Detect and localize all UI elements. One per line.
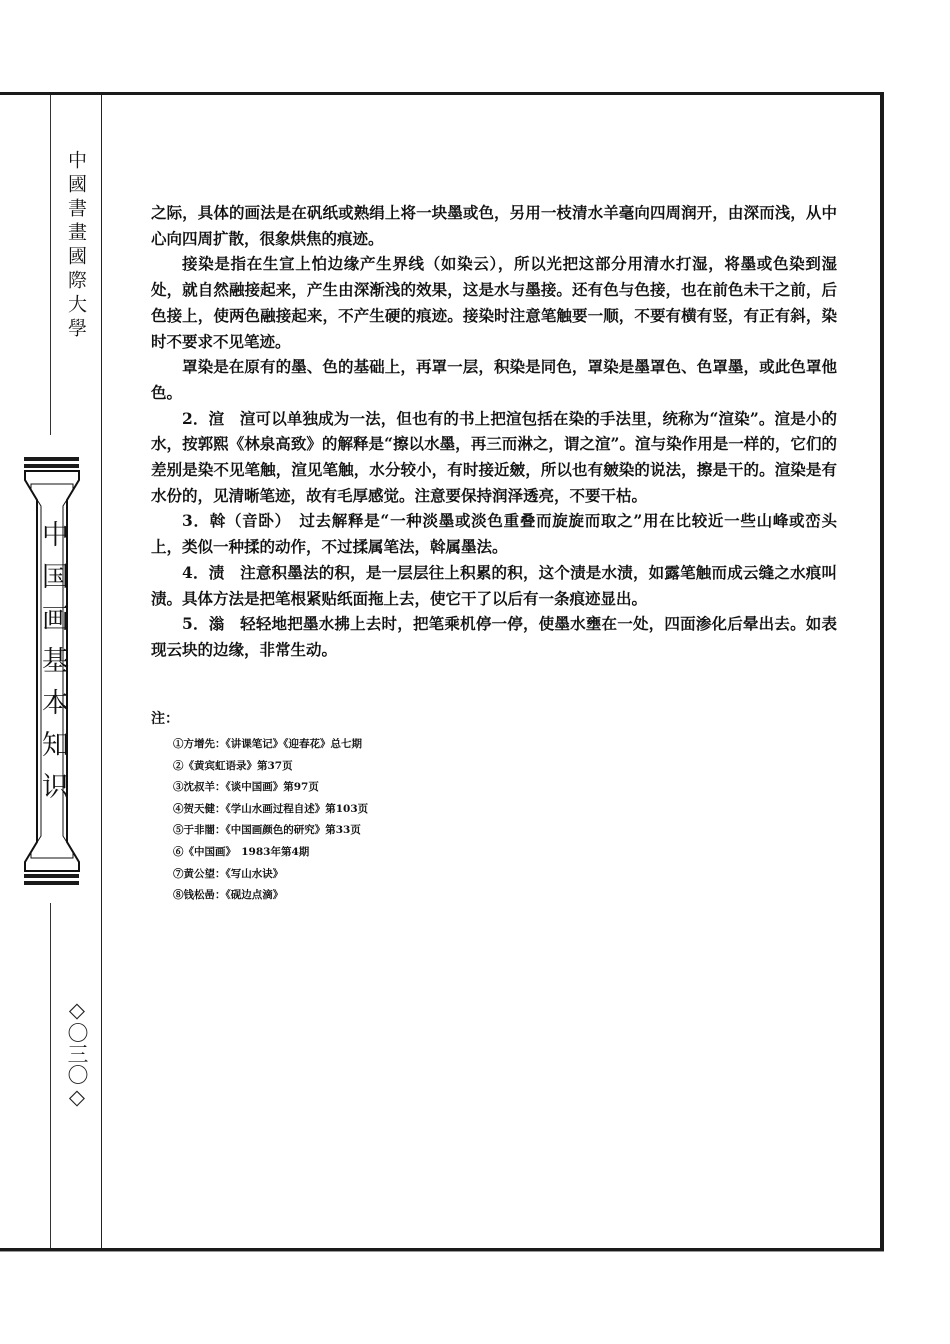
note-item: ⑧钱松喦：《砚边点滴》 — [173, 889, 284, 902]
note-item: ⑦黄公望：《写山水诀》 — [173, 867, 284, 880]
frame-top-border — [0, 92, 884, 95]
paragraph: 之际，具体的画法是在矾纸或熟绢上将一块墨或色，另用一枝清水羊毫向四周润开，由深而浅，从中心向四周扩散，很象烘焦的痕迹。 — [151, 203, 837, 248]
spine-line-top — [50, 95, 51, 435]
page-number: ◇〇三〇◇ — [65, 998, 89, 1109]
note-item: ②《黄宾虹语录》第37页 — [173, 759, 293, 772]
notes-section — [151, 708, 751, 907]
note-item: ①方增先：《讲课笔记》《迎春花》总七期 — [173, 738, 362, 750]
frame-inner-left-border — [101, 95, 102, 1248]
frame-right-border — [880, 92, 884, 1252]
frame-bottom-shadow — [0, 1251, 884, 1252]
paragraph: 罩染是在原有的墨、色的基础上，再罩一层，积染是同色，罩染是墨罩色、色罩墨，或此色罩他色。 — [151, 357, 837, 402]
paragraph: 2．渲 渲可以单独成为一法，但也有的书上把渲包括在染的手法里，统称为“渲染”。渲是小的水，按郭熙《林泉高致》的解释是“擦以水墨，再三而淋之，谓之渲”。渲与染作用是一样的，它们的差别是染不见笔触，渲见笔触，水分较小，有时接近皴，所以也有皴染的说法，擦是干的。渲染是有水份的，见清晰笔迹，故有毛厚感觉。注意要保持润泽透亮，不要干枯。 — [151, 408, 837, 505]
plate-bar — [24, 881, 79, 885]
spine-line-bottom — [50, 903, 51, 1248]
note-item: ④贺天健：《学山水画过程自述》第103页 — [173, 802, 369, 815]
paragraph: 5．滃 轻轻地把墨水拂上去时，把笔乘机停一停，使墨水壅在一处，四面渗化后晕出去。如表现云块的边缘，非常生动。 — [151, 614, 837, 659]
institution-label: 中國書畫國際大學 — [65, 150, 87, 342]
plate-bar — [24, 464, 79, 468]
paragraph: 4．渍 注意积墨法的积，是一层层往上积累的积，这个渍是水渍，如露笔触而成云缝之水痕叫渍。具体方法是把笔根紧贴纸面拖上去，使它干了以后有一条痕迹显出。 — [151, 562, 837, 608]
notes-list — [151, 734, 751, 907]
note-item: ⑤于非闇：《中国画颜色的研究》第33页 — [173, 824, 361, 837]
note-item: ⑥《中国画》 1983年第4期 — [173, 845, 310, 858]
paragraph: 接染是指在生宣上怕边缘产生界线（如染云），所以光把这部分用清水打湿，将墨或色染到湿处，就自然融接起来，产生由深渐浅的效果，这是水与墨接。还有色与色接，也在前色未干之前，后色接上，使两色融接起来，不产生硬的痕迹。接染时注意笔触要一顺，不要有横有竖，有正有斜，染时不要求不见笔迹。 — [151, 254, 837, 351]
paragraph: 3．斡（音卧） 过去解释是“一种淡墨或淡色重叠而旋旋而取之”用在比较近一些山峰或峦头上，类似一种揉的动作，不过揉属笔法，斡属墨法。 — [151, 511, 837, 557]
plate-bar — [24, 874, 79, 878]
plate-bar — [24, 457, 79, 461]
note-item: ③沈叔羊：《谈中国画》第97页 — [173, 781, 319, 794]
book-title: 中国画基本知识 — [37, 520, 68, 814]
notes-heading: 注： — [151, 711, 179, 727]
body-text — [151, 200, 837, 663]
